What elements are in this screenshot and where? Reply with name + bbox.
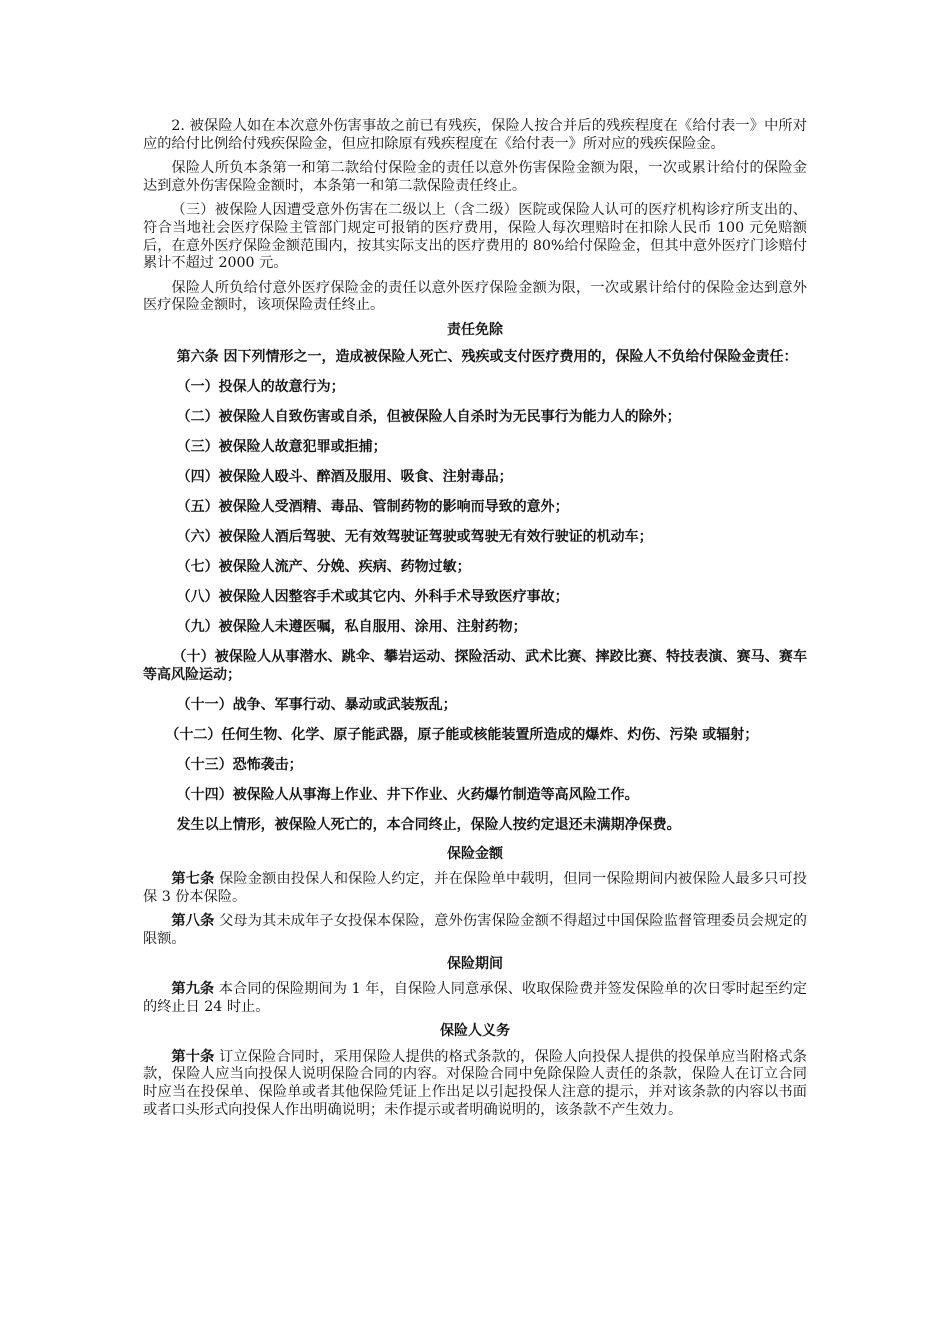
- exclusion-item-1: （一）投保人的故意行为；: [176, 378, 345, 395]
- article-10-text: 订立保险合同时，采用保险人提供的格式条款的，保险人向投保人提供的投保单应当附格式条款，保险人应当向投保人说明保险合同的内容。对保险合同中免除保险人责任的条款，保险人在订立合同时应当在投保单、保险单或者其他保险凭证上作出足以引起投保人注意的提示，并对该条款的内容以书面或者口头形式向投保人作出明确说明；未作提示或者明确说明的，该条款不产生效力。: [143, 1048, 807, 1118]
- article-8: [143, 913, 807, 948]
- paragraph-medical: （三）被保险人因遭受意外伤害在二级以上（含二级）医院或保险人认可的医疗机构诊疗所支出的、符合当地社会医疗保险主管部门规定可报销的医疗费用，保险人每次理赔时在扣除人民币 100 元免赔额后，在意外医疗保险金额范围内，按其实际支出的医疗费用的 80%给付保险金，但其中意外医疗门诊赔付累计不超过 2000 元。: [143, 202, 807, 272]
- heading-exclusions: 责任免除: [447, 321, 503, 338]
- heading-period: 保险期间: [447, 955, 503, 972]
- heading-duties: 保险人义务: [440, 1023, 510, 1040]
- exclusion-item-8: （八）被保险人因整容手术或其它内、外科手术导致医疗事故；: [176, 588, 569, 605]
- article-6-intro: 第六条 因下列情形之一，造成被保险人死亡、残疾或支付医疗费用的，保险人不负给付保险金责任：: [176, 348, 798, 365]
- exclusion-item-7: （七）被保险人流产、分娩、疾病、药物过敏；: [176, 558, 471, 575]
- article-7: [143, 871, 807, 906]
- document-page: [143, 118, 807, 1126]
- article-10-label: 第十条: [171, 1048, 215, 1065]
- article-9: [143, 981, 807, 1016]
- exclusion-item-11: （十一）战争、军事行动、暴动或武装叛乱；: [176, 696, 457, 713]
- paragraph-medical-limit: 保险人所负给付意外医疗保险金的责任以意外医疗保险金额为限，一次或累计给付的保险金达到意外医疗保险金额时，该项保险责任终止。: [143, 279, 807, 314]
- exclusion-item-12: （十二）任何生物、化学、原子能武器，原子能或核能装置所造成的爆炸、灼伤、污染 或辐射；: [165, 726, 759, 743]
- heading-amount: 保险金额: [447, 845, 503, 862]
- exclusion-item-6: （六）被保险人酒后驾驶、无有效驾驶证驾驶或驾驶无有效行驶证的机动车；: [176, 528, 653, 545]
- exclusion-item-5: （五）被保险人受酒精、毒品、管制药物的影响而导致的意外；: [176, 498, 569, 515]
- exclusion-item-14: （十四）被保险人从事海上作业、井下作业、火药爆竹制造等高风险工作。: [176, 786, 639, 803]
- article-7-label: 第七条: [171, 871, 215, 888]
- article-8-text: 父母为其未成年子女投保本保险，意外伤害保险金额不得超过中国保险监督管理委员会规定的限额。: [143, 913, 807, 947]
- exclusion-item-10: （十）被保险人从事潜水、跳伞、攀岩运动、探险活动、武术比赛、摔跤比赛、特技表演、赛马、赛车等高风险运动；: [143, 648, 807, 683]
- exclusion-item-4: （四）被保险人殴斗、醉酒及服用、吸食、注射毒品；: [176, 468, 513, 485]
- exclusion-closing: 发生以上情形，被保险人死亡的，本合同终止，保险人按约定退还未满期净保费。: [176, 816, 681, 833]
- paragraph-accident-limit: 保险人所负本条第一和第二款给付保险金的责任以意外伤害保险金额为限，一次或累计给付的保险金达到意外伤害保险金额时，本条第一和第二款保险责任终止。: [143, 160, 807, 194]
- article-10: [143, 1049, 807, 1119]
- exclusion-item-9: （九）被保险人未遵医嘱，私自服用、涂用、注射药物；: [176, 618, 527, 635]
- paragraph-disability: 2. 被保险人如在本次意外伤害事故之前已有残疾，保险人按合并后的残疾程度在《给付表一》中所对应的给付比例给付残疾保险金，但应扣除原有残疾程度在《给付表一》所对应的残疾保险金。: [143, 118, 807, 152]
- article-9-label: 第九条: [171, 981, 215, 998]
- exclusion-item-3: （三）被保险人故意犯罪或拒捕；: [176, 438, 387, 455]
- article-7-text: 保险金额由投保人和保险人约定，并在保险单中载明，但同一保险期间内被保险人最多只可投保 3 份本保险。: [143, 871, 807, 905]
- article-9-text: 本合同的保险期间为 1 年，自保险人同意承保、收取保险费并签发保险单的次日零时起至约定的终止日 24 时止。: [143, 981, 807, 1015]
- exclusion-item-13: （十三）恐怖袭击；: [176, 756, 303, 773]
- article-8-label: 第八条: [171, 913, 215, 930]
- exclusion-item-2: （二）被保险人自致伤害或自杀，但被保险人自杀时为无民事行为能力人的除外；: [176, 408, 681, 425]
